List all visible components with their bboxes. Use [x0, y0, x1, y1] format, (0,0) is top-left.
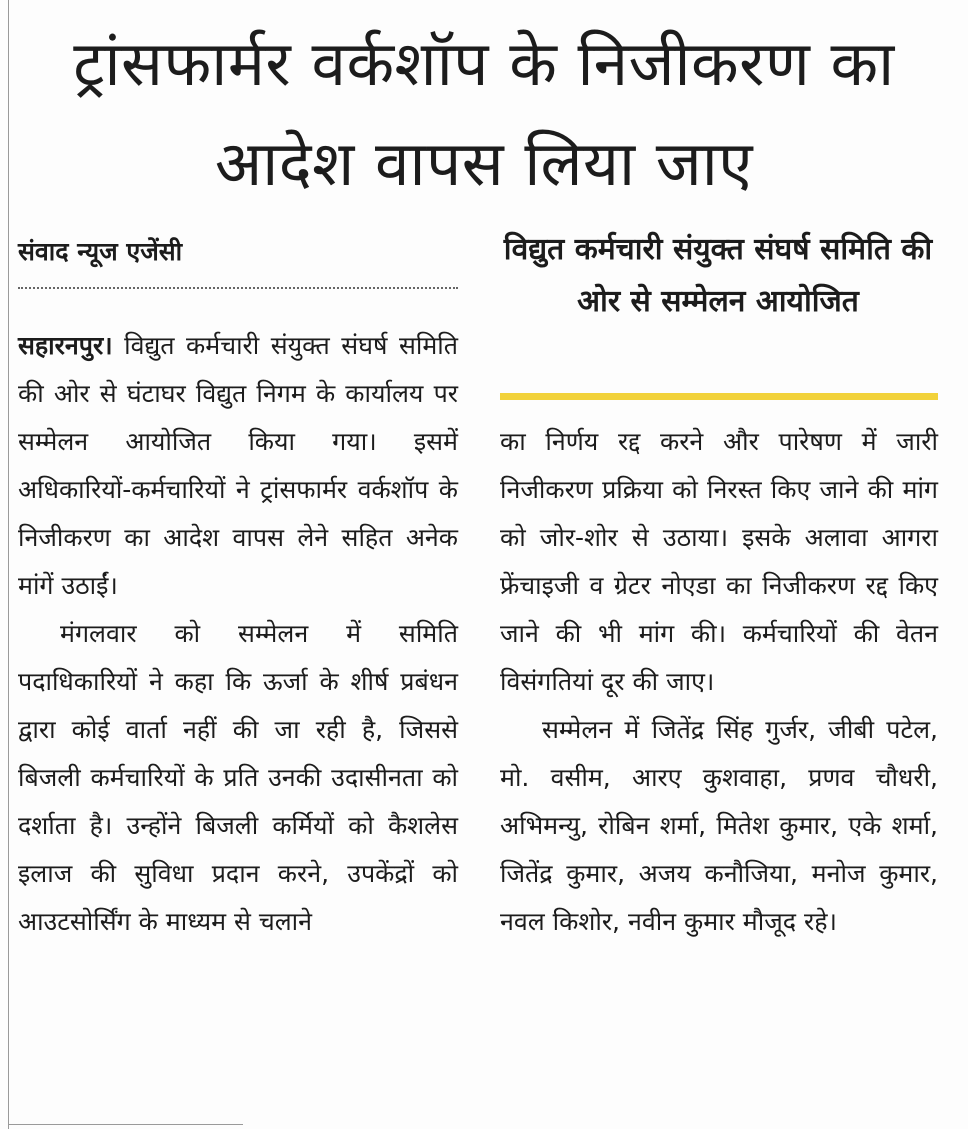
- clipping-edge-line: [8, 0, 9, 1129]
- article-column-left: [18, 322, 458, 946]
- clipping-bottom-line: [8, 1124, 243, 1125]
- byline: संवाद न्यूज एजेंसी: [18, 237, 183, 266]
- byline-dotted-rule: [18, 287, 458, 289]
- article-paragraph-1: [18, 322, 458, 610]
- paragraph-1-text: विद्युत कर्मचारी संयुक्त संघर्ष समिति की ओर से घंटाघर विद्युत निगम के कार्यालय पर सम्मेलन आयोजित किया गया। इसमें अधिकारियों-कर्मचारियों ने ट्रांसफार्मर वर्कशॉप के निजीकरण का आदेश वापस लेने सहित अनेक मांगें उठाईं।: [18, 331, 458, 600]
- article-paragraph-4: सम्मेलन में जितेंद्र सिंह गुर्जर, जीबी पटेल, मो. वसीम, आरए कुशवाहा, प्रणव चौधरी, अभिमन्यु, रोबिन शर्मा, मितेश कुमार, एके शर्मा, जितेंद्र कुमार, अजय कनौजिया, मनोज कुमार, नवल किशोर, नवीन कुमार मौजूद रहे।: [500, 715, 938, 936]
- subheadline: विद्युत कर्मचारी संयुक्त संघर्ष समिति की ओर से सम्मेलन आयोजित: [503, 232, 933, 319]
- headline: ट्रांसफार्मर वर्कशॉप के निजीकरण का आदेश वापस लिया जाए: [73, 27, 895, 200]
- article-column-right: [500, 418, 938, 946]
- dateline: सहारनपुर।: [18, 331, 113, 360]
- article-paragraph-3: का निर्णय रद्द करने और पारेषण में जारी निजीकरण प्रक्रिया को निरस्त किए जाने की मांग को जोर-शोर से उठाया। इसके अलावा आगरा फ्रेंचाइजी व ग्रेटर नोएडा का निजीकरण रद्द किए जाने की भी मांग की। कर्मचारियों की वेतन विसंगतियां दूर की जाए।: [500, 427, 938, 696]
- article-paragraph-2: मंगलवार को सम्मेलन में समिति पदाधिकारियों ने कहा कि ऊर्जा के शीर्ष प्रबंधन द्वारा कोई वार्ता नहीं की जा रही है, जिससे बिजली कर्मचारियों के प्रति उनकी उदासीनता को दर्शाता है। उन्होंने बिजली कर्मियों को कैशलेस इलाज की सुविधा प्रदान करने, उपकेंद्रों को आउटसोर्सिंग के माध्यम से चलाने: [18, 619, 458, 936]
- subhead-highlight-rule: [500, 393, 938, 400]
